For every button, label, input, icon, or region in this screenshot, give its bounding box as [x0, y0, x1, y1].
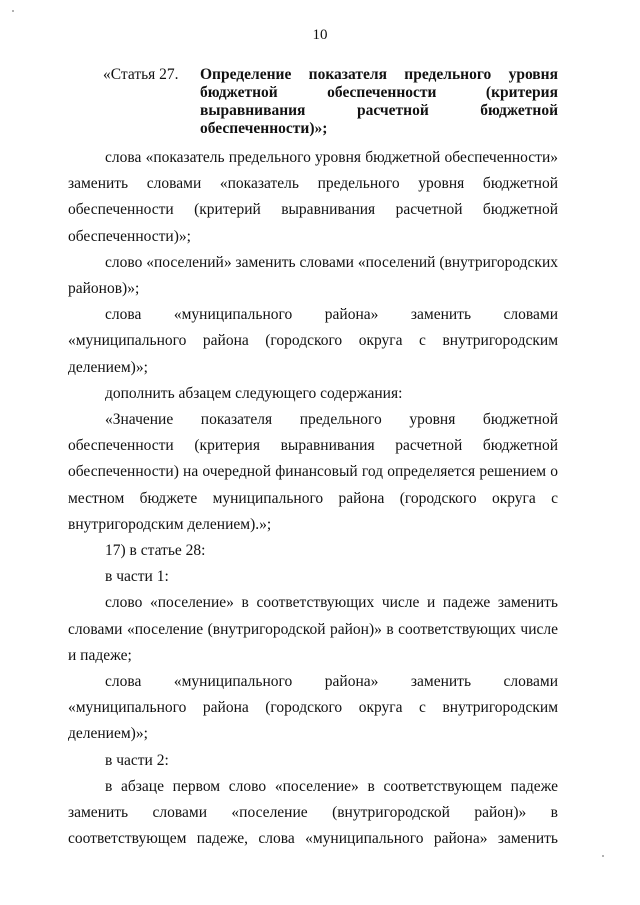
article-title-line: Определение показателя предельного уровня	[200, 66, 558, 83]
paragraph: в части 1:	[105, 568, 169, 586]
paragraph: слова «муниципального района» заменить словами «муниципального района (городского округа с внутригородским делением)»;	[68, 306, 558, 376]
article-label: «Статья 27.	[103, 66, 179, 83]
scan-mark	[12, 10, 14, 12]
document-body	[68, 145, 558, 852]
paragraph: слова «показатель предельного уровня бюджетной обеспеченности» заменить словами «показатель предельного уровня бюджетной обеспеченности (критерий выравнивания расчетной бюджетной обеспеченности)»;	[68, 149, 558, 245]
quoted-paragraph: «Значение показателя предельного уровня бюджетной обеспеченности (критерия выравнивания расчетной бюджетной обеспеченности) на очередной финансовый год определяется решением о местном бюджете муниципального района (городского округа с внутригородским делением).»;	[68, 411, 558, 533]
scan-mark	[602, 855, 604, 857]
paragraph: дополнить абзацем следующего содержания:	[105, 384, 403, 402]
paragraph: в абзаце первом слово «поселение» в соответствующем падеже заменить словами «поселение (внутригородской район)» в соответствующем падеже, слова «муниципального района» заменить	[68, 777, 558, 848]
article-heading	[103, 66, 558, 138]
page-number: 10	[312, 27, 328, 43]
article-title-line: бюджетной обеспеченности (критерия	[200, 84, 558, 101]
paragraph: слово «поселений» заменить словами «поселений (внутригородских районов)»;	[68, 253, 558, 298]
article-title-line: обеспеченности)»;	[200, 120, 328, 137]
article-title	[200, 66, 558, 138]
article-title-line: выравнивания расчетной бюджетной	[200, 102, 558, 119]
paragraph: слова «муниципального района» заменить словами «муниципального района (городского округа с внутригородским делением)»;	[68, 673, 558, 743]
paragraph: в части 2:	[105, 751, 169, 769]
paragraph: слово «поселение» в соответствующих числе и падеже заменить словами «поселение (внутригородской район)» в соответствующих числе и падеже;	[68, 594, 558, 664]
paragraph: 17) в статье 28:	[105, 542, 206, 560]
